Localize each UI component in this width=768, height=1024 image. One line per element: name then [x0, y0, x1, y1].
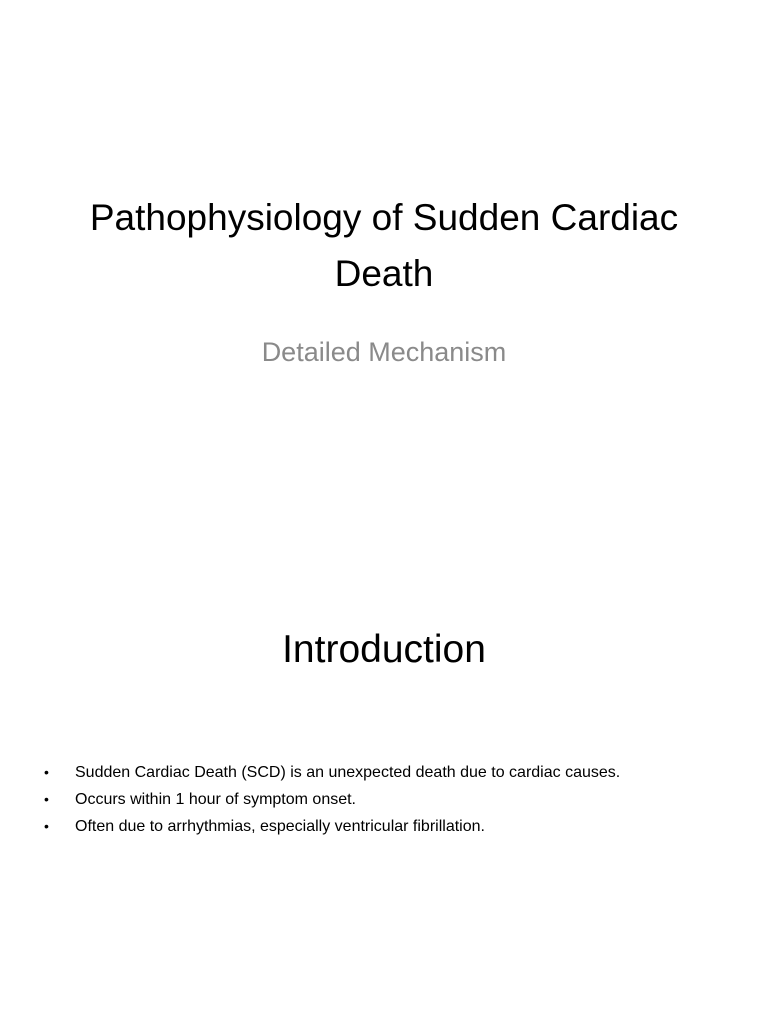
- list-item-text: Sudden Cardiac Death (SCD) is an unexpected death due to cardiac causes.: [75, 764, 621, 781]
- list-item-text: Occurs within 1 hour of symptom onset.: [75, 791, 356, 808]
- list-item-text: Often due to arrhythmias, especially ventricular fibrillation.: [75, 818, 485, 835]
- list-item: [40, 759, 740, 786]
- slide-title: Pathophysiology of Sudden Cardiac Death: [89, 197, 679, 294]
- bullet-list: [40, 759, 740, 840]
- bullet-icon: •: [44, 818, 49, 834]
- introduction-slide: [0, 512, 768, 1024]
- bullet-icon: •: [44, 791, 49, 807]
- list-item: [40, 786, 740, 813]
- list-item: [40, 813, 740, 840]
- section-title: Introduction: [282, 628, 486, 671]
- slide-subtitle: Detailed Mechanism: [261, 337, 507, 367]
- bullet-icon: •: [44, 764, 49, 780]
